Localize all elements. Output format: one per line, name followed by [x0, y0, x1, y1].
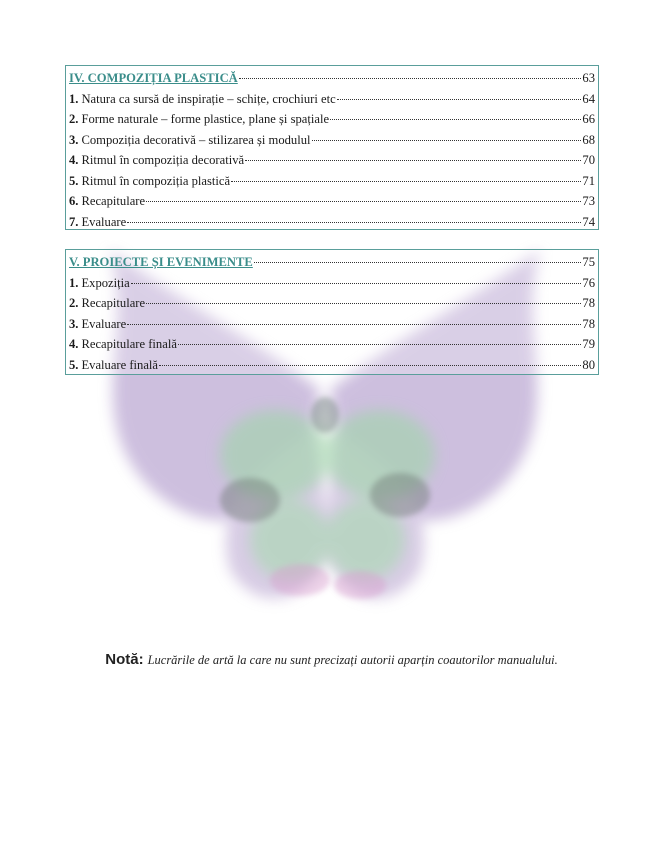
page-number: 80 — [582, 357, 595, 372]
dot-leader — [146, 302, 581, 304]
page-number: 68 — [582, 132, 595, 147]
toc-item[interactable] — [69, 293, 595, 314]
dot-leader — [127, 221, 581, 223]
toc-section-heading[interactable] — [69, 252, 595, 273]
item-number: 1. — [69, 91, 79, 106]
note-label: Notă: — [105, 651, 144, 668]
page-number: 75 — [582, 255, 595, 269]
page-number: 64 — [582, 91, 595, 106]
item-label: Evaluare — [81, 214, 127, 229]
item-label: Recapitulare finală — [81, 337, 177, 351]
dot-leader — [312, 139, 582, 141]
dot-leader — [146, 200, 581, 202]
toc-item[interactable] — [69, 334, 595, 355]
page-number: 74 — [582, 214, 595, 229]
toc-item[interactable] — [69, 314, 595, 335]
toc-section-projects — [65, 249, 599, 375]
section-title: IV. COMPOZIȚIA PLASTICĂ — [69, 71, 238, 85]
dot-leader — [131, 282, 582, 284]
page-number: 70 — [582, 153, 595, 167]
item-number: 6. — [69, 194, 79, 208]
item-number: 5. — [69, 357, 79, 372]
toc-item[interactable] — [69, 171, 595, 192]
toc-item[interactable] — [69, 109, 595, 130]
dot-leader — [127, 323, 581, 325]
page-number: 76 — [582, 275, 595, 290]
page-number: 78 — [582, 316, 595, 331]
item-number: 2. — [69, 112, 79, 126]
toc-item[interactable] — [69, 355, 595, 376]
item-number: 5. — [69, 173, 79, 188]
item-number: 7. — [69, 214, 79, 229]
dot-leader — [178, 343, 582, 345]
footnote — [0, 651, 663, 668]
page-number: 78 — [582, 296, 595, 310]
item-label: Forme naturale – forme plastice, plane și spațiale — [81, 112, 330, 126]
note-text: Lucrările de artă la care nu sunt precizați autorii aparțin coautorilor manualului. — [147, 653, 558, 667]
toc-item[interactable] — [69, 89, 595, 110]
item-number: 2. — [69, 296, 79, 310]
dot-leader — [231, 180, 581, 182]
toc-section-heading[interactable] — [69, 68, 595, 89]
page-number: 71 — [582, 173, 595, 188]
dot-leader — [330, 118, 581, 120]
dot-leader — [254, 261, 582, 263]
item-number: 3. — [69, 316, 79, 331]
page-number: 73 — [582, 194, 595, 208]
item-label: Evaluare — [81, 316, 127, 331]
toc-item[interactable] — [69, 273, 595, 294]
item-label: Ritmul în compoziția decorativă — [81, 153, 245, 167]
item-number: 3. — [69, 132, 79, 147]
item-label: Recapitulare — [81, 296, 146, 310]
item-number: 4. — [69, 337, 79, 351]
section-title: V. PROIECTE ȘI EVENIMENTE — [69, 255, 253, 269]
toc-item[interactable] — [69, 212, 595, 233]
dot-leader — [245, 159, 581, 161]
dot-leader — [159, 364, 581, 366]
toc-item[interactable] — [69, 130, 595, 151]
toc-section-composition — [65, 65, 599, 230]
item-number: 4. — [69, 153, 79, 167]
page-number: 79 — [582, 337, 595, 351]
item-label: Expoziția — [81, 275, 130, 290]
item-number: 1. — [69, 275, 79, 290]
item-label: Natura ca sursă de inspirație – schițe, crochiuri etc — [81, 91, 336, 106]
item-label: Ritmul în compoziția plastică — [81, 173, 231, 188]
item-label: Recapitulare — [81, 194, 146, 208]
item-label: Evaluare finală — [81, 357, 159, 372]
item-label: Compoziția decorativă – stilizarea și modulul — [81, 132, 311, 147]
dot-leader — [337, 98, 582, 100]
dot-leader — [239, 77, 582, 79]
toc-item[interactable] — [69, 191, 595, 212]
page-number: 66 — [582, 112, 595, 126]
toc-item[interactable] — [69, 150, 595, 171]
page-number: 63 — [582, 71, 595, 85]
